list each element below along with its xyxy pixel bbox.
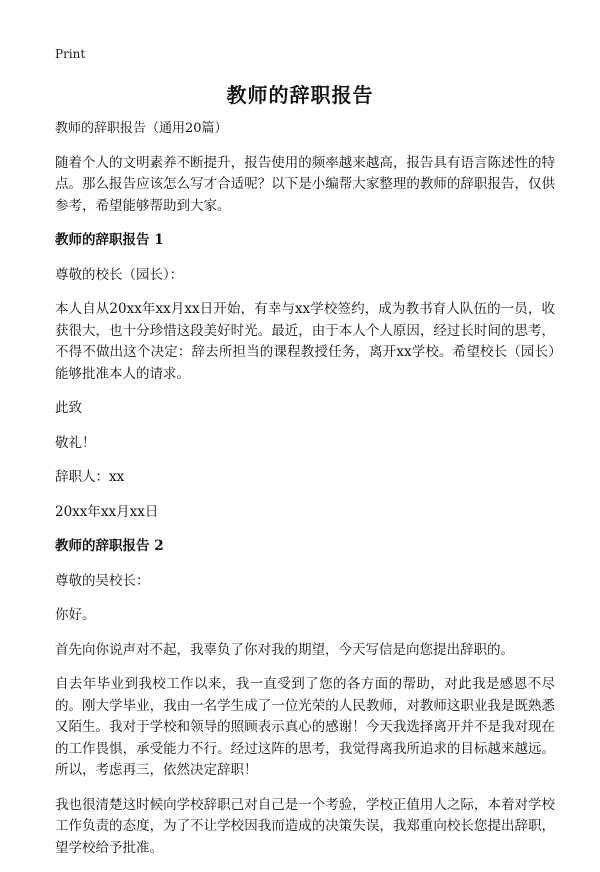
section-1-signature: 辞职人：xx	[55, 469, 125, 485]
document-body	[55, 118, 555, 872]
section-1-closing-1: 此致	[55, 400, 82, 416]
section-2-paragraph-1: 首先向你说声对不起，我辜负了你对我的期望，今天写信是向您提出辞职的。	[55, 641, 514, 658]
section-1-greeting: 尊敬的校长（园长）：	[55, 266, 184, 283]
section-2-greeting: 尊敬的吴校长：	[55, 572, 150, 589]
section-2-heading: 教师的辞职报告 2	[55, 538, 164, 554]
section-2-hello: 你好。	[55, 607, 96, 623]
section-2-paragraph-3: 我也很清楚这时候向学校辞职己对自己是一个考验，学校正值用人之际，本着对学校工作负责的态度，为了不让学校因我而造成的决策失误，我郑重向校长您提出辞职，望学校给予批准。	[55, 796, 555, 856]
print-link[interactable]: Print	[55, 47, 86, 61]
section-1-closing-2: 敬礼！	[55, 434, 96, 451]
page-title: 教师的辞职报告	[226, 83, 374, 107]
section-1-heading: 教师的辞职报告 1	[55, 232, 164, 248]
document-subtitle: 教师的辞职报告（通用20篇）	[55, 121, 228, 136]
section-2-paragraph-2: 自去年毕业到我校工作以来，我一直受到了您的各方面的帮助，对此我是感恩不尽的。刚大学毕业，我由一名学生成了一位光荣的人民教师，对教师这职业我是既熟悉又陌生。我对于学校和领导的照顾表示真心的感谢！今天我选择离开并不是我对现在的工作畏惧，承受能力不行。经过这阵的思考，我觉得离我所追求的目标越来越远。所以，考虑再三，依然决定辞职！	[55, 676, 555, 778]
section-1-date: 20xx年xx月xx日	[55, 503, 159, 520]
intro-paragraph: 随着个人的文明素养不断提升，报告使用的频率越来越高，报告具有语言陈述性的特点。那么报告应该怎么写才合适呢？以下是小编帮大家整理的教师的辞职报告，仅供参考，希望能够帮助到大家。	[55, 154, 555, 214]
section-1-body: 本人自从20xx年xx月xx日开始，有幸与xx学校签约，成为教书育人队伍的一员，收获很大，也十分珍惜这段美好时光。最近，由于本人个人原因，经过长时间的思考，不得不做出这个决定：辞去所担当的课程教授任务，离开xx学校。希望校长（园长）能够批准本人的请求。	[55, 301, 555, 382]
